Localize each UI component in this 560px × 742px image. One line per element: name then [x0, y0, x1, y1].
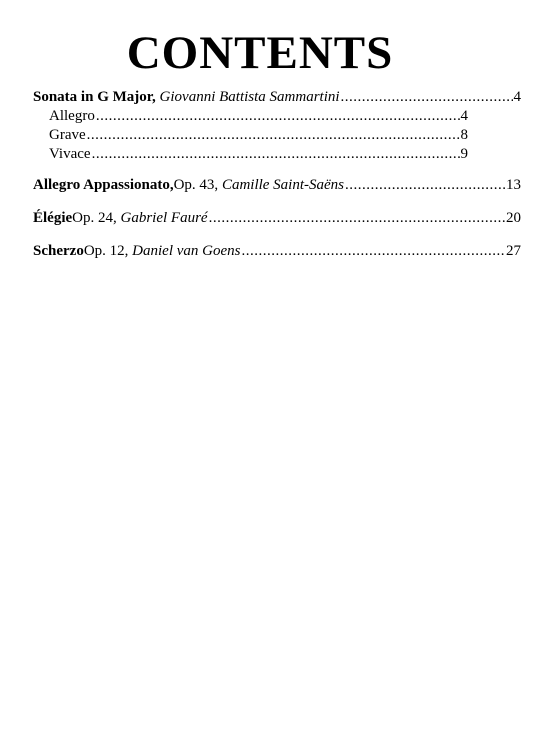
entry-composer: Gabriel Fauré	[120, 210, 208, 226]
dot-leader	[241, 242, 505, 261]
spacer	[33, 195, 521, 209]
entry-opus: Op. 12,	[83, 243, 129, 259]
entry-opus: Op. 24,	[72, 210, 117, 226]
entry-composer: Camille Saint-Saëns	[221, 177, 345, 193]
spacer	[33, 228, 521, 242]
movement-label: Allegro	[49, 108, 95, 124]
movement-page: 9	[460, 146, 468, 162]
table-of-contents	[33, 88, 521, 261]
dot-leader	[87, 126, 460, 145]
entry-opus: Op. 43,	[173, 177, 219, 193]
page-title: CONTENTS	[126, 27, 394, 79]
toc-entry-sonata[interactable]	[33, 88, 521, 107]
entry-title: Élégie	[33, 210, 73, 226]
dot-leader	[96, 107, 460, 126]
movement-page: 4	[460, 108, 468, 124]
entry-title: Sonata in G Major,	[33, 89, 156, 105]
dot-leader	[341, 88, 513, 107]
toc-entry-elegie[interactable]	[33, 209, 521, 228]
toc-movement-allegro[interactable]	[33, 107, 468, 126]
entry-page: 27	[506, 243, 521, 259]
toc-entry-allegro-appassionato[interactable]	[33, 176, 521, 195]
dot-leader	[92, 145, 460, 164]
entry-title: Scherzo	[33, 243, 84, 259]
movement-label: Vivace	[49, 146, 91, 162]
spacer	[33, 164, 521, 176]
entry-composer: Giovanni Battista Sammartini	[159, 89, 340, 105]
entry-page: 20	[506, 210, 521, 226]
toc-movement-vivace[interactable]	[33, 145, 468, 164]
dot-leader	[345, 176, 505, 195]
toc-movement-grave[interactable]	[33, 126, 468, 145]
dot-leader	[209, 209, 505, 228]
entry-page: 4	[513, 89, 521, 105]
movement-label: Grave	[49, 127, 86, 143]
entry-title: Allegro Appassionato,	[33, 177, 174, 193]
entry-page: 13	[506, 177, 521, 193]
entry-composer: Daniel van Goens	[132, 243, 241, 259]
toc-entry-scherzo[interactable]	[33, 242, 521, 261]
movement-page: 8	[460, 127, 468, 143]
